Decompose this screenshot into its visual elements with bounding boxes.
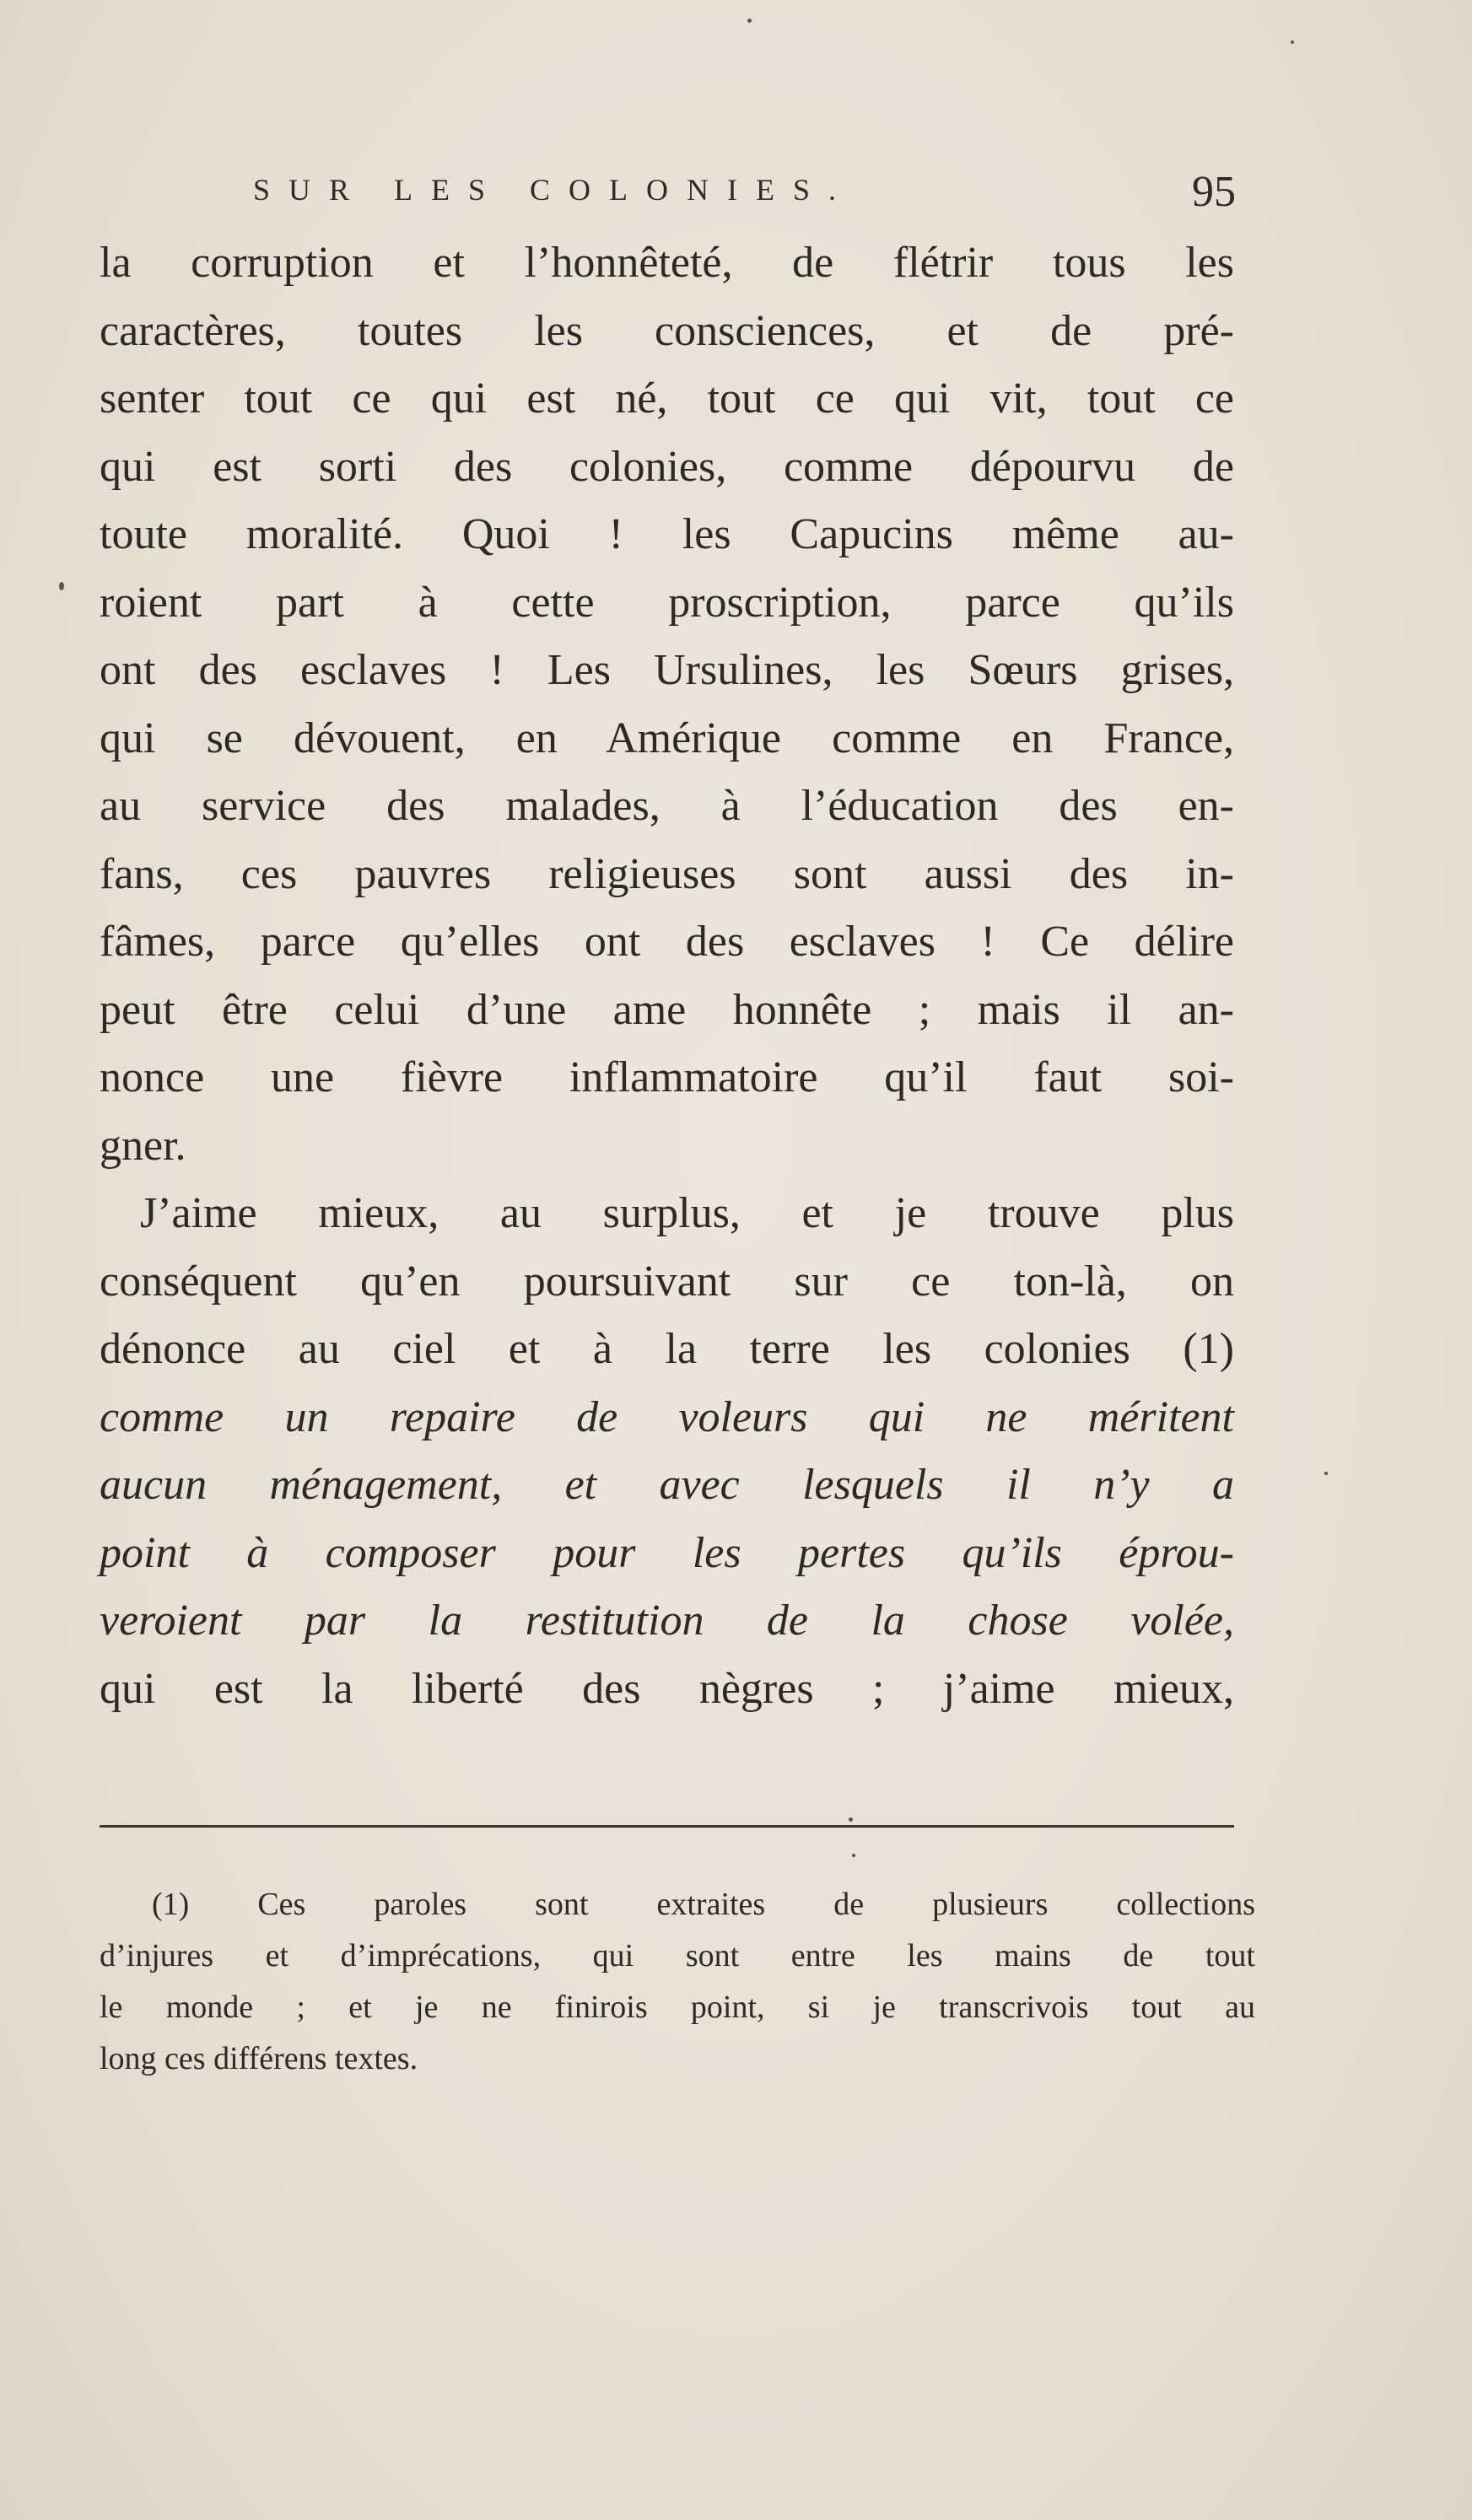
quoted-italic-line: point à composer pour les pertes qu’ils éprou- [100,1528,1234,1577]
text-line: au service des malades, à l’éducation des en- [100,782,1234,830]
quoted-italic-line: veroient par la restitution de la chose volée, [100,1597,1234,1645]
text-line: conséquent qu’en poursuivant sur ce ton-là, on [100,1257,1234,1306]
footnote-line: long ces différens textes. [100,2041,418,2076]
text-line: peut être celui d’une ame honnête ; mais il an- [100,985,1234,1034]
footnote-divider [100,1825,1234,1828]
text-line: caractères, toutes les consciences, et de pré- [100,306,1234,355]
text-line: dénonce au ciel et à la terre les colonies (1) [100,1325,1234,1373]
text-line: la corruption et l’honnêteté, de flétrir tous les [100,239,1234,287]
text-line: J’aime mieux, au surplus, et je trouve plus [140,1189,1234,1237]
paper-speck [59,582,64,590]
body-text [100,229,1234,1723]
footnote-line: d’injures et d’imprécations, qui sont entre les mains de tout [100,1938,1255,1973]
text-line: nonce une fièvre inflammatoire qu’il faut soi- [100,1053,1234,1101]
text-line: gner. [100,1121,186,1170]
paper-speck [852,1854,855,1857]
running-head [253,167,1236,218]
text-line: toute moralité. Quoi ! les Capucins même au- [100,510,1234,558]
paper-speck [1291,40,1294,44]
page-number: 95 [1192,168,1236,216]
quoted-italic-line: aucun ménagement, et avec lesquels il n’y a [100,1461,1234,1509]
text-line: fâmes, parce qu’elles ont des esclaves ! Ce délire [100,918,1234,966]
text-line: senter tout ce qui est né, tout ce qui vit, tout ce [100,374,1234,423]
text-line: qui se dévouent, en Amérique comme en France, [100,713,1234,762]
paper-speck [849,1817,853,1822]
running-title: SUR LES COLONIES. [253,173,855,207]
text-line: roient part à cette proscription, parce qu’ils [100,578,1234,627]
paper-speck [747,19,752,23]
text-line: fans, ces pauvres religieuses sont aussi des in- [100,849,1234,898]
text-line: ont des esclaves ! Les Ursulines, les Sœurs grises, [100,646,1234,694]
footnote-line: le monde ; et je ne finirois point, si je transcrivois tout au [100,1990,1255,2025]
footnote [100,1879,1255,2085]
footnote-line: (1) Ces paroles sont extraites de plusieurs collections [152,1887,1255,1922]
quoted-italic-line: comme un repaire de voleurs qui ne méritent [100,1392,1234,1441]
text-line: qui est la liberté des nègres ; j’aime mieux, [100,1664,1234,1713]
paper-speck [1324,1472,1328,1475]
text-line: qui est sorti des colonies, comme dépourvu de [100,442,1234,491]
